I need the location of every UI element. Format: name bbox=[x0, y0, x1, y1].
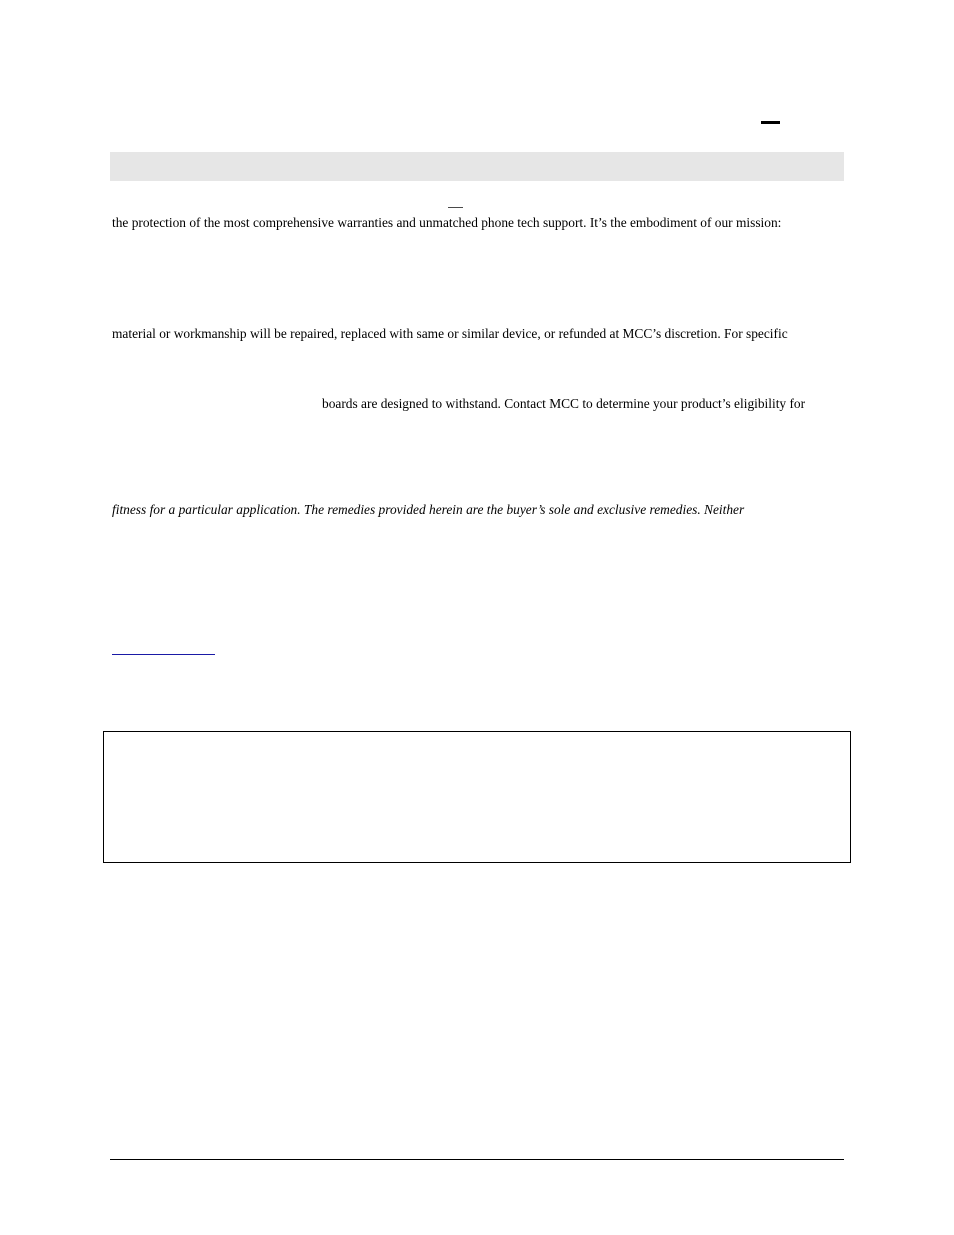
section-heading-band bbox=[110, 152, 844, 181]
paragraph-line-disclaimer: fitness for a particular application. The remedies provided herein are the buyer’s sole and exclusive remedies. Neither bbox=[112, 502, 745, 517]
paragraph-line-warranty-terms: material or workmanship will be repaired, replaced with same or similar device, or refunded at MCC’s discretion. For specific bbox=[112, 326, 788, 341]
hyperlink-underline[interactable] bbox=[112, 654, 215, 655]
em-dash-mark bbox=[448, 207, 463, 208]
notice-box bbox=[103, 731, 851, 863]
paragraph-line-eligibility: boards are designed to withstand. Contact MCC to determine your product’s eligibility for bbox=[322, 396, 806, 411]
paragraph-line-warranty-intro: the protection of the most comprehensive warranties and unmatched phone tech support. It’s the embodiment of our mission: bbox=[112, 215, 782, 230]
footer-rule bbox=[110, 1159, 844, 1160]
header-dash-mark bbox=[761, 121, 780, 124]
